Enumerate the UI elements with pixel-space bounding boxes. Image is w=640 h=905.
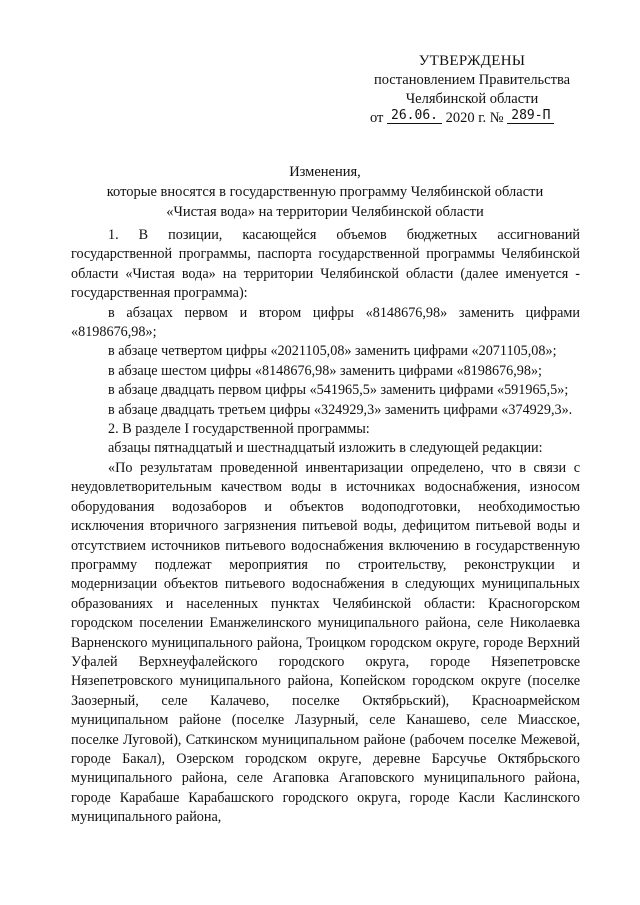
paragraph: в абзацах первом и втором цифры «8148676,98» заменить цифрами «8198676,98»; (71, 304, 580, 341)
title-line-3: «Чистая вода» на территории Челябинской области (166, 204, 484, 220)
title-line-2: которые вносятся в государственную программу Челябинской области (106, 184, 544, 200)
handwritten-number: 289-П (507, 109, 554, 124)
paragraph: в абзаце двадцать первом цифры «541965,5» заменить цифрами «591965,5»; (108, 382, 569, 399)
paragraph: «По результатам проведенной инвентаризации определено, что в связи с неудовлетворительным качеством воды в источниках водоснабжения, износом оборудования водозаборов и объектов водоподготовки, необходимостью исключения вторичного загрязнения питьевой воды, дефицитом питьевой воды и отсутствием источников питьевого водоснабжения включению в государственную программу подлежат мероприятия по строительству, реконструкции и модернизации объектов питьевого водоснабжения в следующих муниципальных образованиях и населенных пунктах Челябинской области: Красногорском городском поселении Еманжелинского муниципального района, селе Николаевка Варненского муниципального района, Троицком городском округе, городе Верхний Уфалей Верхнеуфалейского городского округа, городе Нязепетровске Нязепетровского муниципального района, Копейском городском округе (поселке Заозерный, селе Калачево, поселке Октябрьский), Красноармейском муниципальном районе (поселке Лазурный, селе Канашево, селе Миасское, поселке Луговой), Саткинском муниципальном районе (рабочем поселке Межевой, городе Бакал), Озерском городском округе, деревне Барсучье Октябрьского муниципального района, селе Агаповка Агаповского муниципального района, городе Карабаше Карабашского городского округа, городе Касли Каслинского муниципального района, (71, 459, 580, 826)
year-and-number-label: 2020 г. № (445, 110, 504, 126)
approval-line-2: Челябинской области (405, 91, 539, 107)
document-title (70, 162, 580, 222)
paragraph: в абзаце шестом цифры «8148676,98» заменить цифрами «8198676,98»; (108, 362, 542, 379)
paragraph: 1. В позиции, касающейся объемов бюджетных ассигнований государственной программы, паспорта государственной программы Челябинской области «Чистая вода» на территории Челябинской области (далее именуется - государственная программа): (71, 227, 580, 302)
approval-line-1: постановлением Правительства (373, 72, 571, 88)
approval-heading: УТВЕРЖДЕНЫ (418, 53, 526, 69)
approval-date-line (352, 109, 592, 128)
paragraph: 2. В разделе I государственной программы: (108, 421, 370, 438)
approval-stamp (352, 52, 592, 128)
date-prefix: от (370, 110, 384, 126)
paragraph: в абзаце двадцать третьем цифры «324929,3» заменить цифрами «374929,3». (108, 401, 573, 418)
paragraph: в абзаце четвертом цифры «2021105,08» заменить цифрами «2071105,08»; (108, 343, 557, 360)
handwritten-date: 26.06. (387, 109, 442, 124)
paragraph: абзацы пятнадцатый и шестнадцатый изложить в следующей редакции: (108, 440, 543, 457)
title-line-1: Изменения, (289, 164, 361, 180)
document-body (71, 226, 580, 828)
